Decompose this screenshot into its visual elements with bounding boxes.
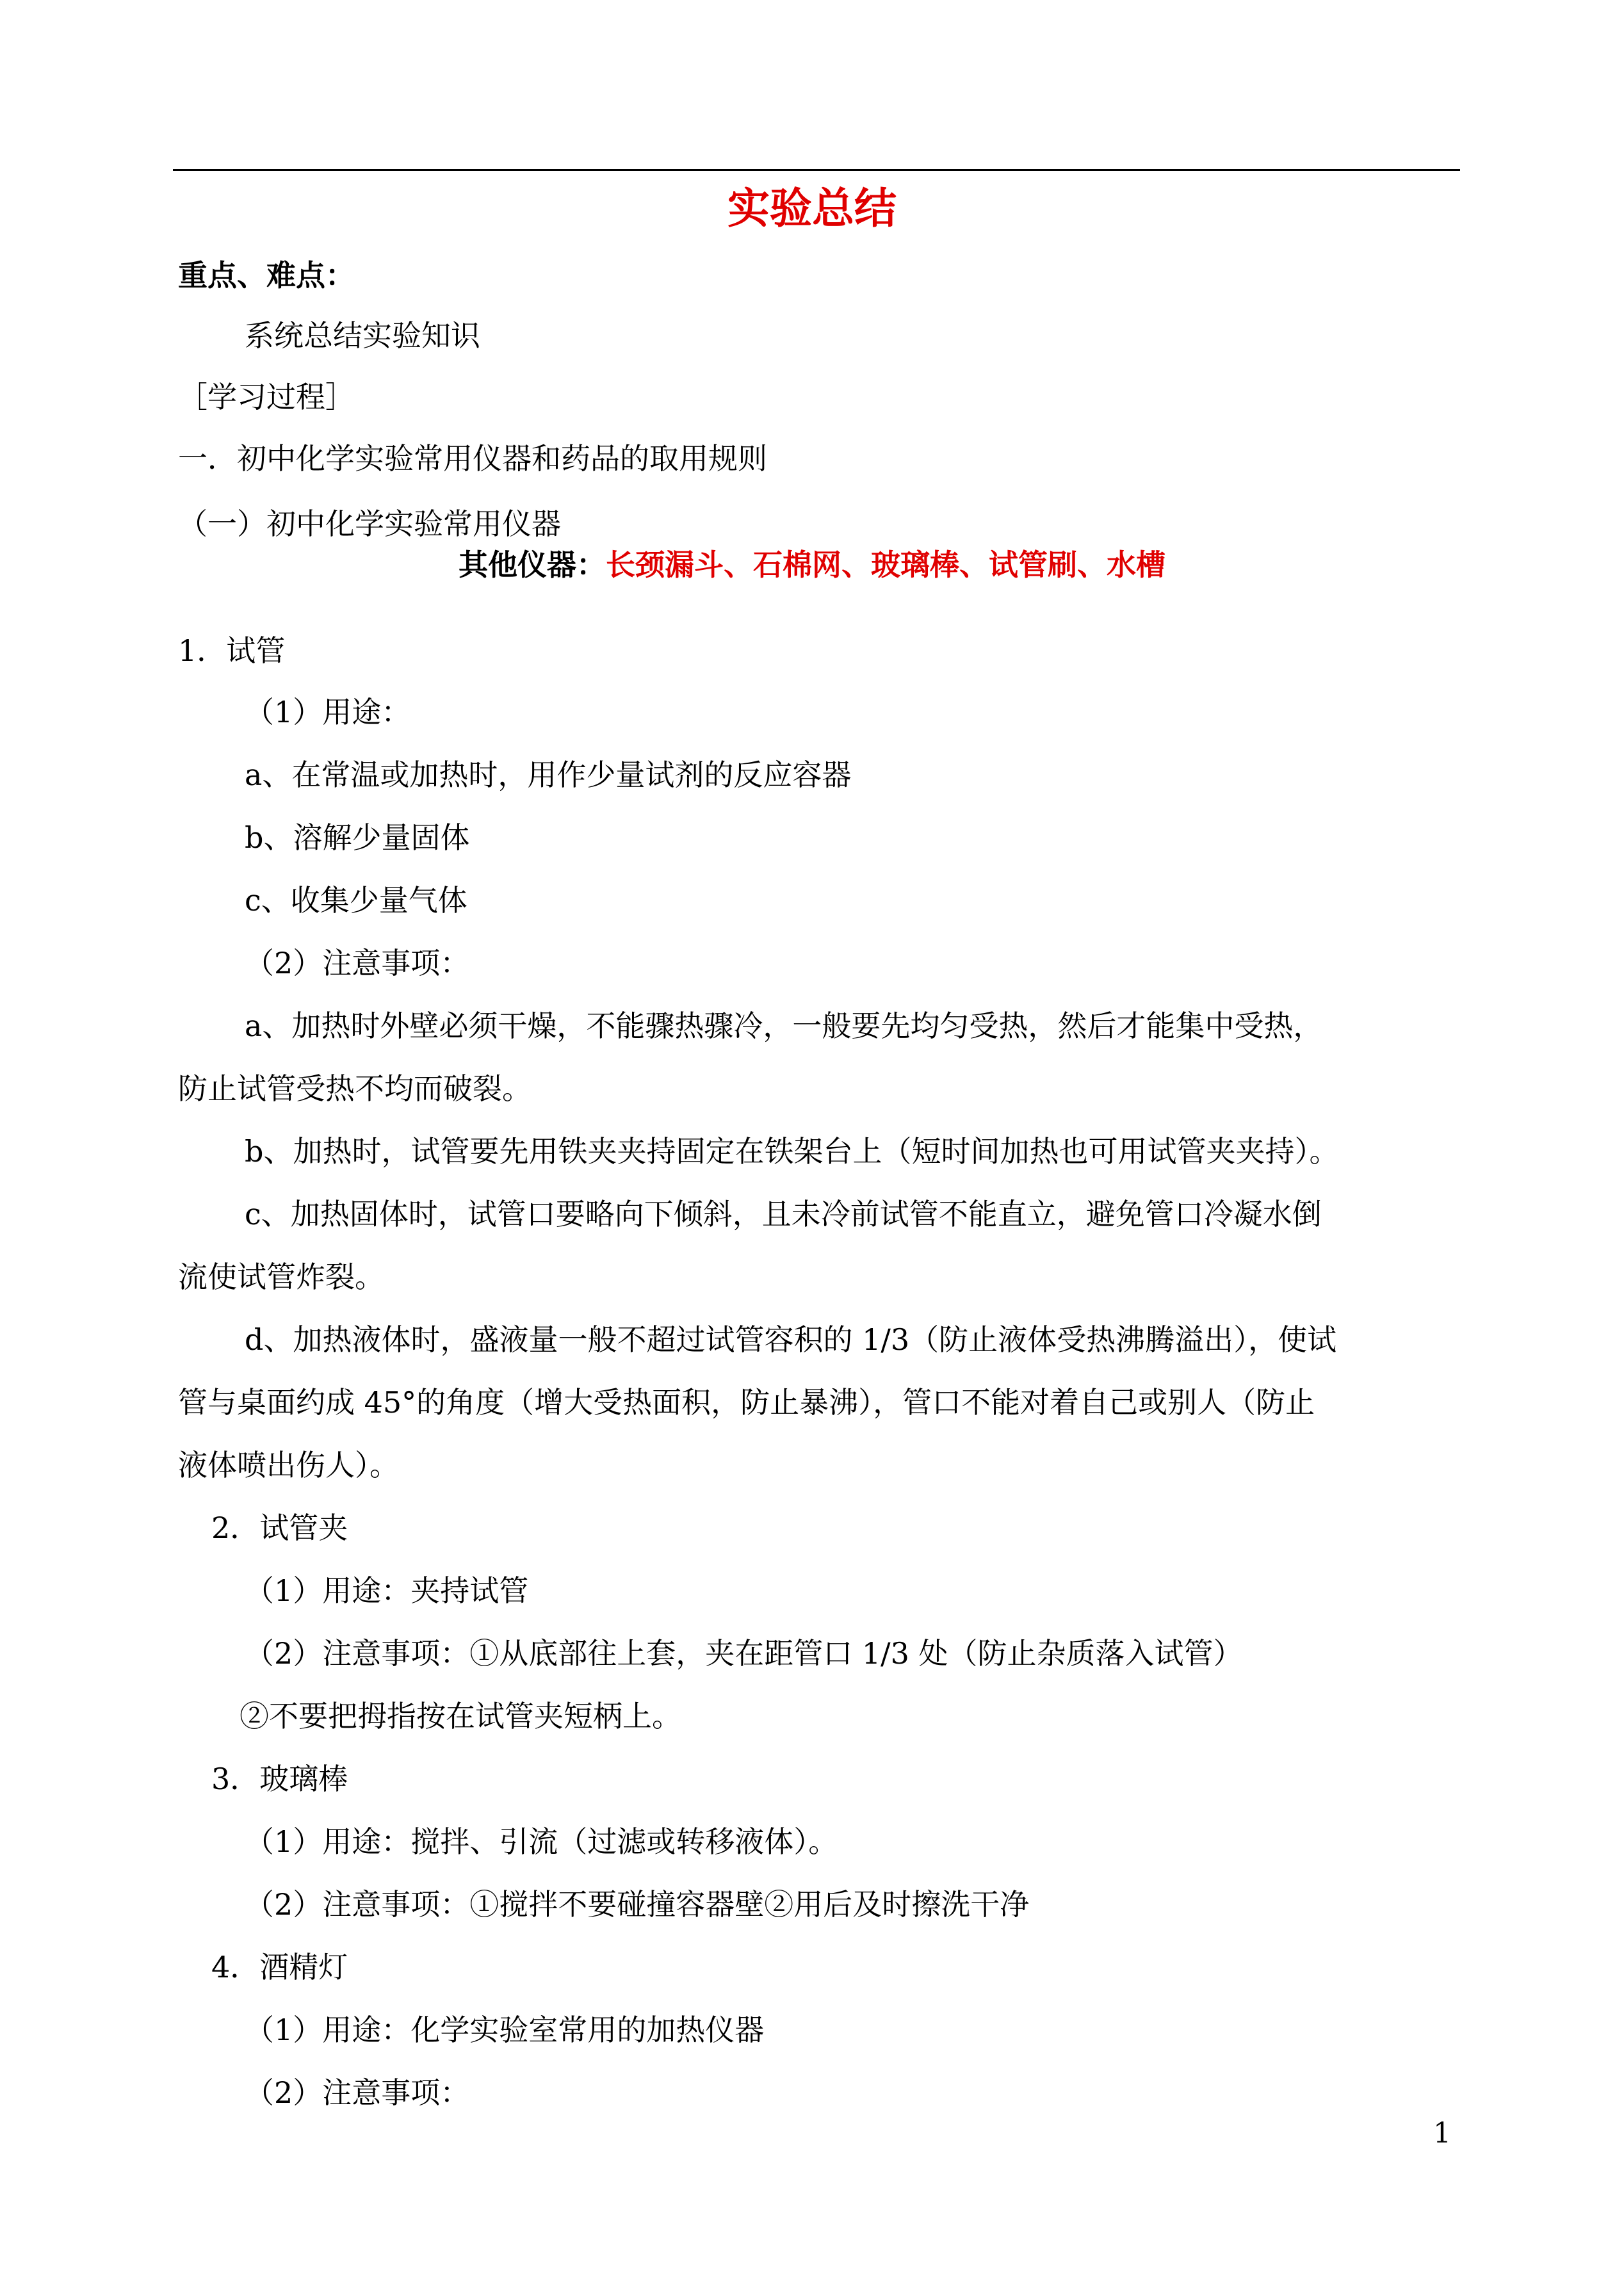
section-heading: 一．初中化学实验常用仪器和药品的取用规则 [178, 441, 767, 476]
text-line: （2）注意事项：①搅拌不要碰撞容器壁②用后及时擦洗干净 [245, 1887, 1030, 1922]
item-heading: 3．玻璃棒 [211, 1762, 348, 1796]
key-points-label: 重点、难点： [178, 258, 355, 293]
other-instruments [0, 546, 1624, 584]
item-heading: 2．试管夹 [211, 1511, 348, 1545]
text-line: 流使试管炸裂。 [178, 1260, 384, 1294]
item-heading: 4．酒精灯 [211, 1950, 348, 1984]
text-line: （2）注意事项： [245, 2075, 470, 2110]
page-number: 1 [1433, 2117, 1451, 2150]
page-title: 实验总结 [727, 183, 897, 233]
header-rule [173, 169, 1460, 171]
text-line: a、在常温或加热时，用作少量试剂的反应容器 [245, 758, 852, 792]
text-line: b、加热时，试管要先用铁夹夹持固定在铁架台上（短时间加热也可用试管夹夹持）。 [245, 1134, 1339, 1169]
process-label: ［学习过程］ [178, 380, 355, 414]
text-line: 液体喷出伤人）。 [178, 1448, 399, 1482]
text-line: c、加热固体时，试管口要略向下倾斜，且未冷前试管不能直立，避免管口冷凝水倒 [245, 1197, 1322, 1231]
text-line: （1）用途：搅拌、引流（过滤或转移液体）。 [245, 1824, 838, 1859]
text-line: 防止试管受热不均而破裂。 [178, 1071, 532, 1106]
text-line: 管与桌面约成 45°的角度（增大受热面积，防止暴沸），管口不能对着自己或别人（防止 [178, 1385, 1315, 1420]
text-line: （2）注意事项：①从底部往上套，夹在距管口 1/3 处（防止杂质落入试管） [245, 1636, 1243, 1671]
key-points-text: 系统总结实验知识 [245, 318, 480, 353]
text-line: d、加热液体时，盛液量一般不超过试管容积的 1/3（防止液体受热沸腾溢出），使试 [245, 1322, 1337, 1357]
text-line: ②不要把拇指按在试管夹短柄上。 [240, 1699, 681, 1733]
other-instruments-label: 其他仪器： [459, 547, 606, 582]
text-line: （1）用途：化学实验室常用的加热仪器 [245, 2013, 765, 2047]
item-heading: 1．试管 [178, 633, 286, 668]
text-line: （2）注意事项： [245, 946, 470, 980]
text-line: c、收集少量气体 [245, 883, 467, 918]
text-line: a、加热时外壁必须干燥，不能骤热骤冷，一般要先均匀受热，然后才能集中受热， [245, 1009, 1323, 1043]
other-instruments-list: 长颈漏斗、石棉网、玻璃棒、试管刷、水槽 [606, 547, 1165, 582]
text-line: （1）用途：夹持试管 [245, 1573, 529, 1608]
text-line: （1）用途： [245, 695, 411, 729]
text-line: b、溶解少量固体 [245, 820, 470, 855]
subsection-heading: （一）初中化学实验常用仪器 [178, 507, 561, 541]
